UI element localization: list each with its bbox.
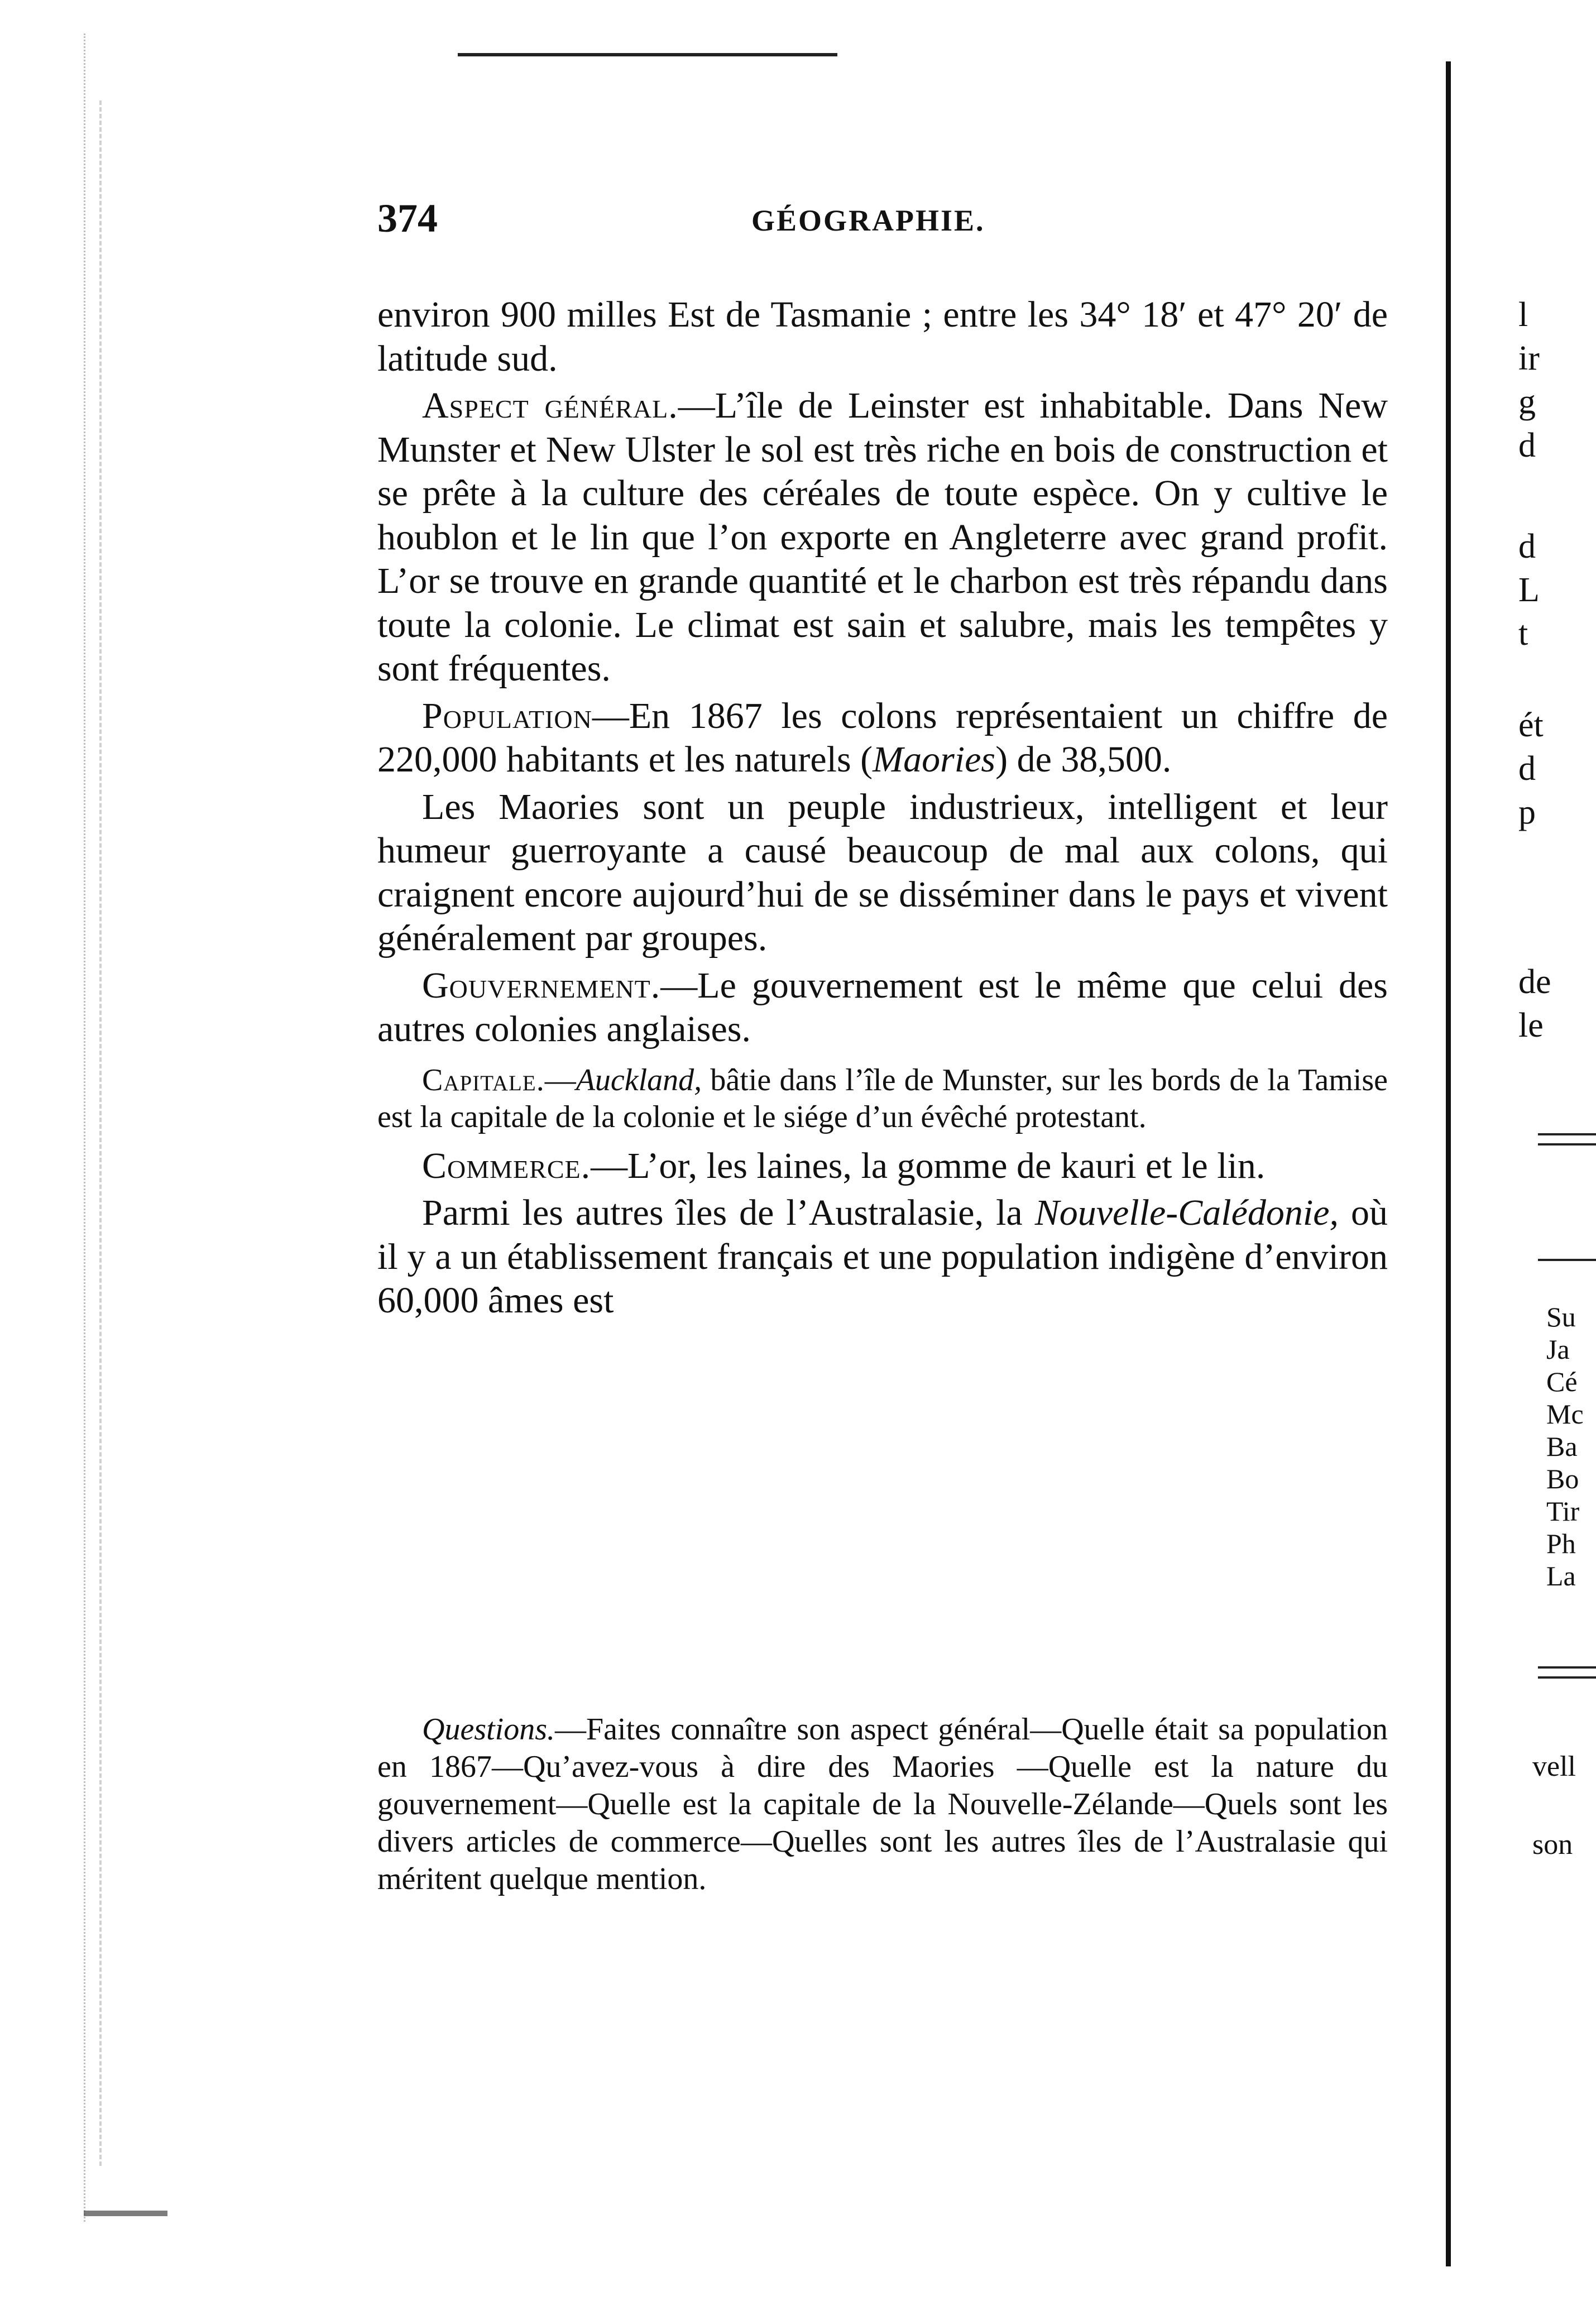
facing-line: de [1518, 963, 1551, 1001]
gutter-line [1446, 61, 1451, 2266]
facing-line: l [1518, 296, 1528, 334]
commerce-text: —L’or, les laines, la gomme de kauri et le lin. [591, 1145, 1266, 1186]
facing-line: t [1518, 615, 1528, 653]
capitale-label: Capitale. [422, 1062, 545, 1097]
running-head: GÉOGRAPHIE. [751, 204, 985, 237]
facing-page-list [1546, 1301, 1596, 1592]
paragraph-parmi [377, 1191, 1388, 1323]
facing-line: Bo [1546, 1463, 1579, 1494]
facing-line: Cé [1546, 1366, 1578, 1397]
gouvernement-label: Gouvernement. [422, 965, 661, 1006]
facing-rule [1538, 1666, 1596, 1669]
facing-line: Tir [1546, 1495, 1580, 1527]
paragraph-capitale [377, 1062, 1388, 1135]
capitale-city: Auckland, [576, 1062, 702, 1097]
page-number: 374 [377, 196, 438, 241]
commerce-label: Commerce. [422, 1145, 591, 1186]
bottom-mark [84, 2211, 167, 2216]
questions-footnote [377, 1711, 1388, 1898]
aspect-text: —L’île de Leinster est inhabitable. Dans New Munster et New Ulster le sol est très riche en bois de construction et se prête à la culture des céréales de toute espèce. On y cultive le houblon et le lin que l’on exporte en Angleterre avec grand profit. L’or se trouve en grande quantité et le charbon est très répandu dans toute la colonie. Le climat est sain et salubre, mais les tempêtes y sont fréquentes. [377, 385, 1388, 689]
facing-rule [1538, 1133, 1596, 1135]
facing-line: La [1546, 1560, 1576, 1592]
facing-line: Su [1546, 1301, 1576, 1332]
population-maories: Maories [873, 739, 996, 780]
facing-page-fragment-d [1518, 960, 1596, 1047]
parmi-italic: Nouvelle-Calédonie, [1034, 1192, 1339, 1233]
capitale-dash: — [544, 1062, 576, 1097]
paragraph-aspect [377, 384, 1388, 691]
aspect-label: Aspect général. [422, 385, 678, 426]
paragraph-commerce [377, 1144, 1388, 1188]
facing-page-fragment-b [1518, 525, 1596, 655]
facing-rule [1538, 1259, 1596, 1261]
paragraph-maories: Les Maories sont un peuple industrieux, intelligent et leur humeur guerroyante a causé beaucoup de mal aux colons, qui craignent encore aujourd’hui de se disséminer dans le pays et vivent généralement par groupes. [377, 786, 1388, 958]
facing-line: Ja [1546, 1334, 1570, 1365]
population-text-1: —En 1867 les colons représentaient un chiffre de 220,000 habitants et les naturels ( [377, 695, 1388, 780]
facing-line: Mc [1546, 1398, 1584, 1430]
facing-page-questions [1532, 1747, 1596, 1904]
gouvernement-text: —Le gouvernement est le même que celui des autres colonies anglaises. [377, 965, 1388, 1049]
facing-line: p [1518, 793, 1536, 831]
facing-rule [1538, 1143, 1596, 1145]
facing-page-fragment-a [1518, 293, 1596, 467]
facing-line: Ph [1546, 1528, 1576, 1559]
questions-label: Questions. [422, 1712, 555, 1747]
facing-line: Ba [1546, 1431, 1578, 1462]
facing-line: son [1532, 1829, 1573, 1861]
facing-line: vell [1532, 1751, 1576, 1782]
capitale-text: bâtie dans l’île de Munster, sur les bords de la Tamise est la capitale de la colonie et le siége d’un évêché protestant. [377, 1062, 1388, 1134]
main-text [377, 293, 1388, 1323]
facing-page-fragment-c [1518, 703, 1596, 834]
binding-edge-marks [99, 100, 103, 2166]
facing-line: d [1518, 426, 1536, 464]
paragraph-gouvernement [377, 964, 1388, 1052]
paragraph-intro: environ 900 milles Est de Tasmanie ; entre les 34° 18′ et 47° 20′ de latitude sud. [377, 294, 1388, 379]
paragraph-population [377, 694, 1388, 782]
population-text-2: ) de 38,500. [995, 739, 1172, 780]
facing-line: L [1518, 571, 1540, 609]
facing-rule [1538, 1676, 1596, 1679]
facing-line: g [1518, 383, 1536, 421]
parmi-text-2: où il y a un établissement français et une population indigène d’environ 60,000 âmes est [377, 1192, 1388, 1321]
facing-line: d [1518, 750, 1536, 788]
facing-line: d [1518, 528, 1536, 565]
facing-line: ét [1518, 706, 1544, 744]
facing-line: ir [1518, 339, 1540, 377]
parmi-text-1: Parmi les autres îles de l’Australasie, la [422, 1192, 1035, 1233]
top-rule [458, 53, 837, 56]
facing-line: le [1518, 1006, 1544, 1044]
questions-text: —Faites connaître son aspect général—Quelle était sa population en 1867—Qu’avez-vous à dire des Maories —Quelle est la nature du gouvernement—Quelle est la capitale de la Nouvelle-Zélande—Quels sont les divers articles de commerce—Quelles sont les autres îles de l’Australasie qui méritent quelque mention. [377, 1712, 1388, 1896]
page-header [377, 195, 1388, 251]
population-label: Population [422, 695, 592, 736]
